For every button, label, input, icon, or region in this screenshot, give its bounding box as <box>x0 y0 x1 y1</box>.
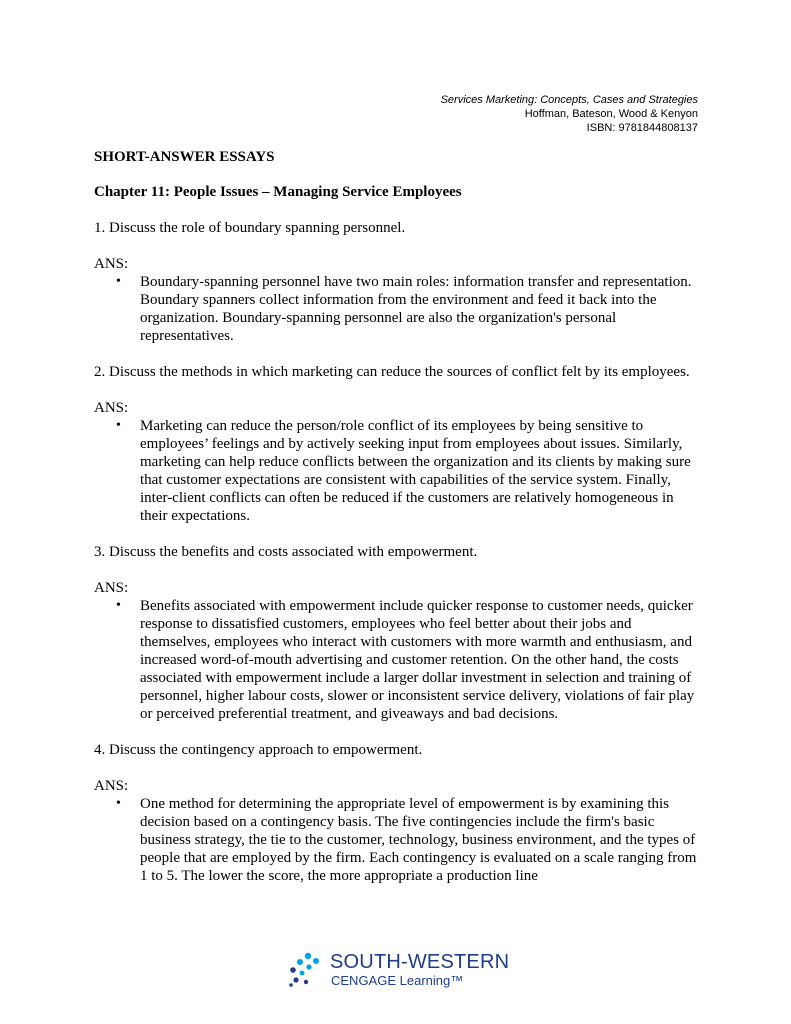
question-text: 1. Discuss the role of boundary spanning personnel. <box>94 220 406 236</box>
chapter-title: Chapter 11: People Issues – Managing Service Employees <box>94 184 462 200</box>
answer-list <box>94 417 700 525</box>
bullet-icon: • <box>116 598 121 613</box>
bullet-icon: • <box>116 418 121 433</box>
document-body <box>94 148 700 885</box>
ans-label: ANS: <box>94 256 129 272</box>
answer-item <box>116 597 700 723</box>
answer-text: Benefits associated with empowerment include quicker response to customer needs, quicker response to dissatisfied customers, employees who feel better about their jobs and themselves, employees who interact with customers with more warmth and enthusiasm, and increased word-of-mouth advertising and customer retention. On the other hand, the costs associated with empowerment include a larger dollar investment in selection and training of personnel, higher labour costs, slower or inconsistent service delivery, violations of fair play or perceived preferential treatment, and giveaways and bad decisions. <box>140 598 695 722</box>
question-text: 3. Discuss the benefits and costs associated with empowerment. <box>94 544 478 560</box>
publisher-logo <box>288 952 509 988</box>
answer-text: Marketing can reduce the person/role conflict of its employees by being sensitive to employees’ feelings and by actively seeking input from employees about issues. Similarly, marketing can help reduce conflicts between the organization and its clients by making sure that customer expectations are consistent with capabilities of the service system. Finally, inter-client conflicts can often be reduced if the customers are relatively homogeneous in their expectations. <box>140 418 691 524</box>
book-title: Services Marketing: Concepts, Cases and Strategies <box>440 94 698 106</box>
book-authors: Hoffman, Bateson, Wood & Kenyon <box>524 108 698 120</box>
answer-list <box>94 795 700 885</box>
answer-item <box>116 273 700 345</box>
bullet-icon: • <box>116 796 121 811</box>
cengage-mark-icon <box>288 952 322 988</box>
section-title: SHORT-ANSWER ESSAYS <box>94 149 275 165</box>
ans-label: ANS: <box>94 400 129 416</box>
logo-main-text: SOUTH-WESTERN <box>330 951 510 973</box>
question-text: 4. Discuss the contingency approach to empowerment. <box>94 742 423 758</box>
ans-label: ANS: <box>94 778 129 794</box>
answer-text: Boundary-spanning personnel have two main roles: information transfer and representation. Boundary spanners collect information from the environment and feed it back into the organization. Boundary-spanning personnel are also the organization's personal representatives. <box>140 274 692 344</box>
answer-text: One method for determining the appropriate level of empowerment is by examining this decision based on a contingency basis. The five contingencies include the firm's basic business strategy, the tie to the customer, technology, business environment, and the types of people that are employed by the firm. Each contingency is evaluated on a scale ranging from 1 to 5. The lower the score, the more appropriate a production line <box>140 796 697 884</box>
answer-item <box>116 795 700 885</box>
answer-item <box>116 417 700 525</box>
answer-list <box>94 273 700 345</box>
answer-list <box>94 597 700 723</box>
book-isbn: ISBN: 9781844808137 <box>586 122 698 134</box>
question-block-1 <box>94 219 700 345</box>
document-header <box>441 93 698 135</box>
question-block-3 <box>94 543 700 723</box>
bullet-icon: • <box>116 274 121 289</box>
logo-sub-text: CENGAGE Learning™ <box>331 973 464 988</box>
question-block-4 <box>94 741 700 885</box>
ans-label: ANS: <box>94 580 129 596</box>
question-block-2 <box>94 363 700 525</box>
question-text: 2. Discuss the methods in which marketing can reduce the sources of conflict felt by its employees. <box>94 364 690 380</box>
